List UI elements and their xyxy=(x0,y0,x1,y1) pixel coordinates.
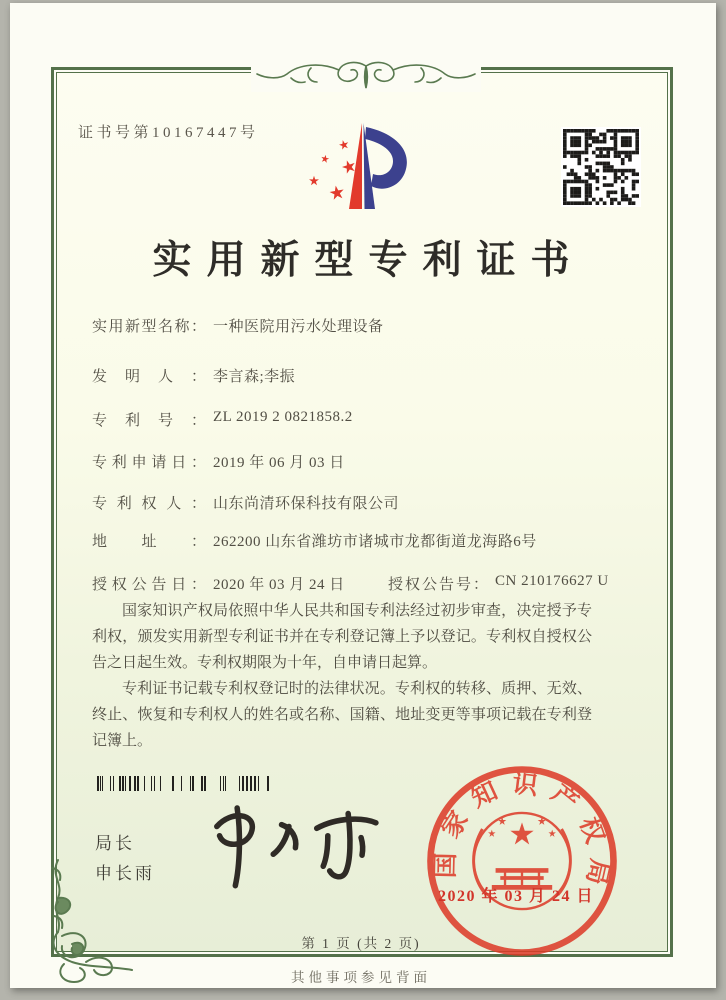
corner-border-ornament-icon xyxy=(28,858,146,988)
body-paragraph-2: 专利证书记载专利权登记时的法律状况。专利权的转移、质押、无效、终止、恢复和专利权人的姓名或名称、国籍、地址变更等事项记载在专利登记簿上。 xyxy=(92,680,592,749)
signer-title: 局长 xyxy=(95,834,135,853)
field-value: CN 210176627 U xyxy=(495,573,609,589)
top-border-ornament-icon xyxy=(251,58,481,92)
field-row-address xyxy=(92,530,652,551)
field-value: ZL 2019 2 0821858.2 xyxy=(213,409,353,425)
field-value: 2019 年 06 月 03 日 xyxy=(213,455,345,471)
barcode-icon xyxy=(97,776,275,791)
seal-date: 2020 年 03 月 24 日 xyxy=(438,888,595,905)
field-label: 专利权人： xyxy=(92,496,206,512)
field-row-filing-date xyxy=(92,451,652,472)
seal-text: 国家知识产权局 xyxy=(430,768,615,900)
field-value: 2020 年 03 月 24 日 xyxy=(213,577,345,593)
field-pair-grant-number xyxy=(388,573,609,594)
field-row-patent-number xyxy=(92,409,652,430)
certificate-number: 证书号第10167447号 xyxy=(78,125,259,141)
field-label: 实用新型名称： xyxy=(92,319,206,335)
body-paragraph-1: 国家知识产权局依照中华人民共和国专利法经过初步审查，决定授予专利权，颁发实用新型专利证书并在专利登记簿上予以登记。专利权自授权公告之日起生效。专利权期限为十年，自申请日起算。 xyxy=(92,603,592,671)
certificate-title: 实用新型专利证书 xyxy=(152,239,585,282)
field-value: 一种医院用污水处理设备 xyxy=(213,319,384,335)
legal-text xyxy=(92,599,592,755)
cnipa-seal-icon xyxy=(416,761,628,961)
field-label: 授权公告号： xyxy=(388,577,488,593)
field-row-grant xyxy=(92,573,652,594)
field-label: 专利号： xyxy=(92,413,206,429)
field-value: 262200 山东省潍坊市诸城市龙都街道龙海路6号 xyxy=(213,534,537,550)
cnipa-logo-icon xyxy=(299,119,419,213)
certificate-paper xyxy=(10,3,716,988)
field-row-patentee xyxy=(92,492,652,513)
field-value: 李言森;李振 xyxy=(213,369,296,385)
back-note: 其他事项参见背面 xyxy=(291,970,431,985)
signature-handwriting-icon xyxy=(202,795,387,895)
field-label: 发明人： xyxy=(92,369,206,385)
field-row-utility-model-name xyxy=(92,315,652,336)
qr-code-icon xyxy=(561,127,641,207)
page-indicator: 第 1 页 (共 2 页) xyxy=(301,936,421,951)
field-label: 地址： xyxy=(92,534,206,550)
signer-name: 申长雨 xyxy=(95,863,155,883)
field-row-inventor xyxy=(92,365,652,386)
field-value: 山东尚清环保科技有限公司 xyxy=(213,496,400,512)
field-label: 授权公告日： xyxy=(92,577,206,593)
field-label: 专利申请日： xyxy=(92,455,206,471)
